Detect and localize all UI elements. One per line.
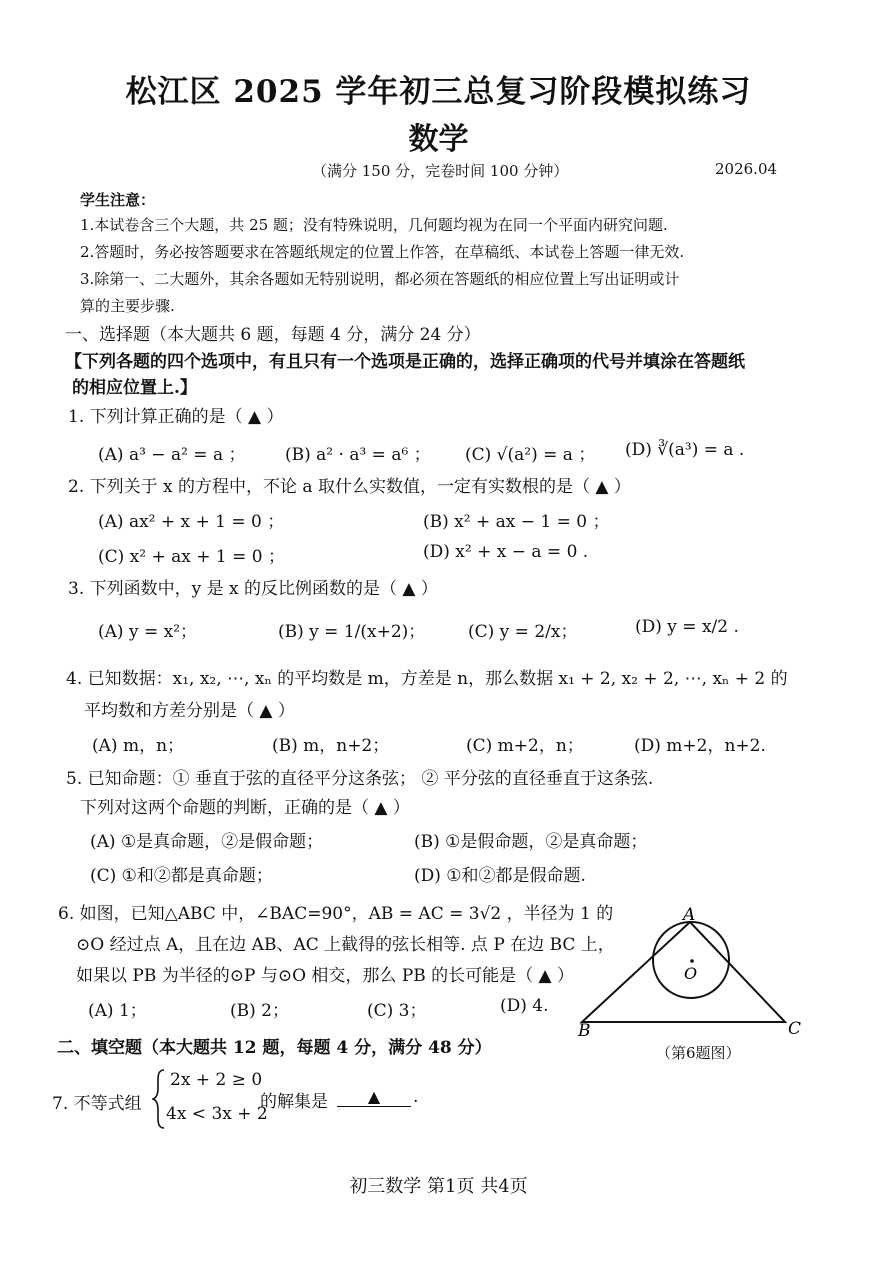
q2-option-c: (C) x² + ax + 1 = 0 ； [98,547,285,567]
q3-option-a: (A) y = x²； [98,622,198,642]
q3-stem: 3. 下列函数中，y 是 x 的反比例函数的是（ ▲ ） [68,579,438,599]
exam-meta: （满分 150 分，完卷时间 100 分钟） [312,162,569,180]
q5-stem-line2: 下列对这两个命题的判断，正确的是（ ▲ ） [80,798,410,818]
q7-inequality-2: 4x < 3x + 2 [166,1104,268,1124]
section1-instruction-2: 的相应位置上.】 [72,378,197,398]
q6-option-c: (C) 3； [367,1001,427,1021]
q7-suffix: 的解集是 [260,1092,328,1112]
q4-stem-line2: 平均数和方差分别是（ ▲ ） [84,701,295,721]
q2-option-a: (A) ax² + x + 1 = 0 ； [98,512,285,532]
notice-item-2: 2.答题时，务必按答题要求在答题纸规定的位置上作答，在草稿纸、本试卷上答题一律无效. [80,243,685,261]
notice-item-1: 1.本试卷含三个大题，共 25 题；没有特殊说明，几何题均视为在同一个平面内研究问题. [80,216,668,234]
q7-inequality-1: 2x + 2 ≥ 0 [170,1070,263,1090]
q3-option-d: (D) y = x/2 . [635,617,739,637]
subject-title: 数学 [408,122,469,157]
exam-date: 2026.04 [715,160,778,178]
notice-heading: 学生注意： [80,191,156,209]
q5-option-a: (A) ①是真命题，②是假命题； [90,832,324,852]
q4-option-a: (A) m，n； [92,736,185,756]
q5-option-b: (B) ①是假命题，②是真命题； [414,832,648,852]
notice-item-4: 算的主要步骤. [80,297,175,315]
q4-stem-line1: 4. 已知数据：x₁, x₂, ⋯, xₙ 的平均数是 m，方差是 n，那么数据 x₁ + 2, x₂ + 2, ⋯, xₙ + 2 的 [66,669,788,689]
q7-prefix: 7. 不等式组 [52,1094,142,1114]
q7-end: . [413,1087,419,1107]
label-a: A [683,905,696,925]
q5-stem-line1: 5. 已知命题：① 垂直于弦的直径平分这条弦； ② 平分弦的直径垂直于这条弦. [66,769,654,789]
section1-heading: 一、选择题（本大题共 6 题，每题 4 分，满分 24 分） [65,325,481,345]
q4-option-d: (D) m+2，n+2. [634,736,766,756]
q1-option-d: (D) ∛(a³) = a . [625,440,745,460]
page-footer: 初三数学 第1页 共4页 [349,1176,528,1197]
q5-option-d: (D) ①和②都是假命题. [414,866,586,886]
q6-stem-line3: 如果以 PB 为半径的⊙P 与⊙O 相交，那么 PB 的长可能是（ ▲ ） [76,966,575,986]
center-point-o [690,959,694,963]
q6-figure-caption: （第6题图） [656,1044,741,1062]
page-title: 松江区 2025 学年初三总复习阶段模拟练习 [125,74,752,110]
notice-item-3: 3.除第一、二大题外，其余各题如无特别说明，都必须在答题纸的相应位置上写出证明或计 [80,270,680,288]
q6-stem-line2: ⊙O 经过点 A，且在边 AB、AC 上截得的弦长相等. 点 P 在边 BC 上， [76,935,615,955]
label-o: O [684,964,698,983]
label-c: C [788,1019,802,1039]
q4-option-b: (B) m，n+2； [272,736,390,756]
q1-option-b: (B) a² · a³ = a⁶ ； [285,445,431,465]
q3-option-c: (C) y = 2/x； [468,622,578,642]
q1-option-a: (A) a³ − a² = a ； [98,445,246,465]
q4-option-c: (C) m+2，n； [466,736,584,756]
q1-stem: 1. 下列计算正确的是（ ▲ ） [68,407,284,427]
q7-brace [152,1068,166,1130]
q6-option-a: (A) 1； [88,1001,147,1021]
q6-stem-line1: 6. 如图，已知△ABC 中，∠BAC=90°，AB = AC = 3√2 ，半径为 1 的 [58,904,614,924]
q3-option-b: (B) y = 1/(x+2)； [278,622,426,642]
q2-option-b: (B) x² + ax − 1 = 0 ； [423,512,610,532]
q6-option-d: (D) 4. [500,996,549,1016]
q7-answer-blank[interactable]: ▲ [337,1087,411,1107]
q2-stem: 2. 下列关于 x 的方程中，不论 a 取什么实数值，一定有实数根的是（ ▲ ） [68,477,631,497]
q2-option-d: (D) x² + x − a = 0 . [423,542,589,562]
q1-option-c: (C) √(a²) = a ； [465,445,596,465]
q5-option-c: (C) ①和②都是真命题； [90,866,273,886]
label-b: B [578,1021,591,1041]
section2-heading: 二、填空题（本大题共 12 题，每题 4 分，满分 48 分） [57,1038,492,1058]
section1-instruction-1: 【下列各题的四个选项中，有且只有一个选项是正确的，选择正确项的代号并填涂在答题纸 [65,352,745,372]
q6-option-b: (B) 2； [230,1001,289,1021]
